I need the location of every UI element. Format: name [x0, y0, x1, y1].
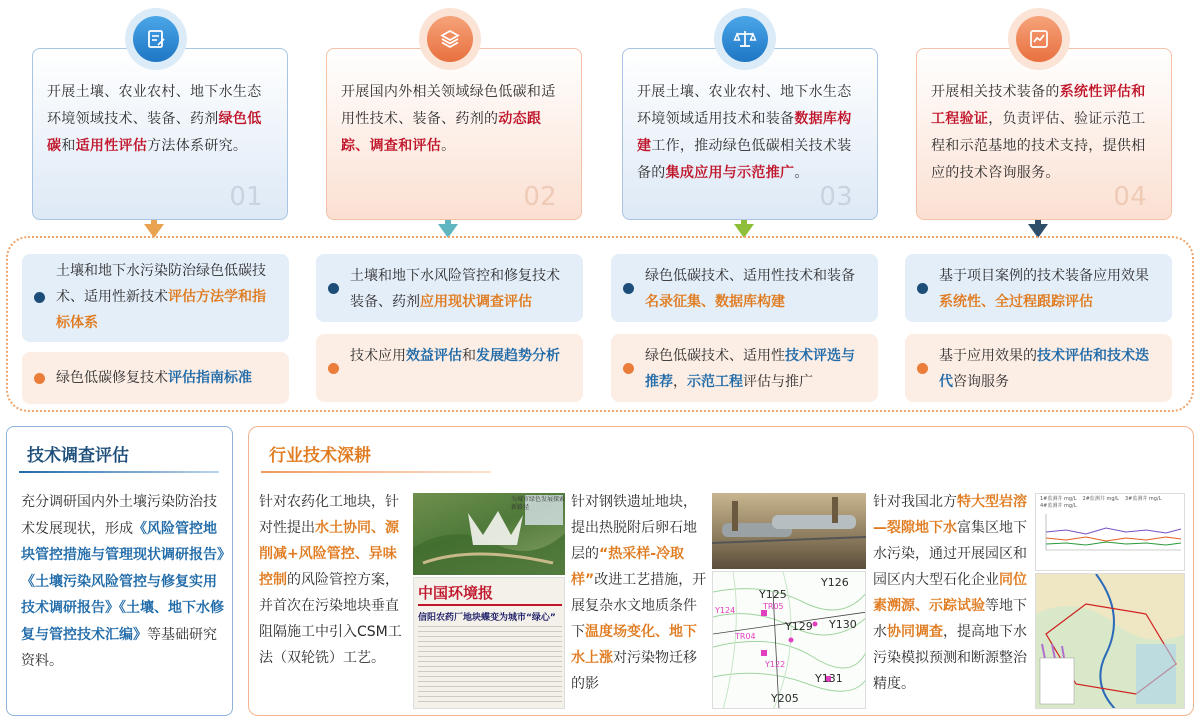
task-item-text — [939, 263, 1160, 315]
task-item — [611, 334, 878, 402]
highlight-text: 发展趋势分析 — [476, 348, 560, 364]
card-1 — [32, 48, 288, 220]
title-underline — [19, 471, 219, 473]
balance-scale-icon — [714, 8, 776, 70]
newspaper-body-lines — [418, 626, 562, 706]
highlight-text: 绿色低碳 — [47, 111, 262, 154]
highlight-text: 同位素溯源、示踪试验 — [873, 572, 1027, 614]
map-label: Y124 — [715, 606, 736, 615]
case-text-karst — [873, 489, 1029, 697]
body-text: 绿色低碳修复技术 — [56, 370, 168, 386]
body-text: 和 — [462, 348, 476, 364]
body-text: 。 — [441, 138, 456, 154]
highlight-text: 动态跟踪、调查和评估 — [341, 111, 542, 154]
case-text-pesticide — [259, 489, 409, 671]
highlight-text: 适用性评估 — [75, 138, 148, 154]
card-number: 02 — [523, 182, 557, 212]
bullet-dot — [34, 373, 45, 384]
body-text: 。 — [794, 165, 809, 181]
task-item — [611, 254, 878, 322]
body-text: 咨询服务 — [953, 374, 1009, 390]
task-item-text — [56, 258, 277, 336]
body-text: 工作，推动绿色低碳相关技术装备的 — [637, 138, 852, 181]
equipment-photo — [712, 493, 866, 569]
card-number: 01 — [229, 182, 263, 212]
task-item-text — [645, 343, 866, 395]
card-number: 04 — [1113, 182, 1147, 212]
highlight-text: 评估指南标准 — [168, 370, 252, 386]
body-text: 基于项目案例的技术装备应用效果 — [939, 268, 1149, 284]
case-text-steel — [571, 489, 707, 697]
highlight-text: 系统性评估和工程验证 — [931, 84, 1146, 127]
body-text: 对污染物迁移的影 — [571, 650, 697, 692]
body-text: 针对农药化工地块，针对性提出 — [259, 494, 399, 536]
monitoring-chart — [1035, 493, 1185, 571]
layers-icon — [419, 8, 481, 70]
task-item-text — [939, 343, 1160, 395]
body-text: 改进工艺措施，开展复杂水文地质条件下 — [571, 572, 707, 640]
highlight-text: 特大型岩溶—裂隙地下水 — [873, 494, 1027, 536]
task-item-text — [56, 365, 277, 391]
newspaper-headline: 信阳农药厂地块蝶变为城市“绿心” — [418, 613, 556, 623]
card-3 — [622, 48, 878, 220]
card-text — [637, 79, 863, 187]
newspaper-title: 中国环境报 — [418, 584, 494, 602]
legend-item: 3#监测井 mg/L — [1124, 496, 1162, 502]
body-text: 富集区地下水污染，通过开展园区和园区内大型石化企业 — [873, 520, 1027, 588]
map-label: Y122 — [765, 660, 786, 669]
geological-map — [1035, 573, 1185, 709]
title-underline — [261, 471, 491, 473]
industry-tech-panel — [248, 426, 1194, 716]
map-label: Y130 — [829, 618, 857, 631]
body-text: 绿色低碳技术、适用性技术和装备 — [645, 268, 855, 284]
body-text: 开展土壤、农业农村、地下水生态环境领域技术、装备、药剂 — [47, 84, 262, 127]
bullet-dot — [917, 363, 928, 374]
bullet-dot — [623, 363, 634, 374]
card-text — [931, 79, 1157, 187]
panel-title: 技术调查评估 — [27, 446, 129, 466]
map-label: TR05 — [763, 602, 784, 611]
task-item — [905, 254, 1172, 322]
task-item — [905, 334, 1172, 402]
body-text: 等基础研究资料。 — [21, 626, 217, 669]
bullet-dot — [917, 283, 928, 294]
task-item-text — [350, 263, 571, 315]
map-label: Y131 — [815, 672, 843, 685]
body-text: 充分调研国内外土壤污染防治技术发展现状，形成 — [21, 494, 217, 537]
task-item-text — [350, 343, 571, 369]
highlight-text: 效益评估 — [406, 348, 462, 364]
legend-item: 4#监测井 mg/L — [1040, 503, 1077, 509]
map-label: Y125 — [759, 588, 787, 601]
task-item — [22, 254, 289, 342]
task-item — [22, 352, 289, 404]
card-text — [47, 79, 273, 160]
highlight-text: 示范工程 — [687, 374, 743, 390]
map-label: Y205 — [771, 692, 799, 705]
card-4 — [916, 48, 1172, 220]
body-text: 开展土壤、农业农村、地下水生态环境领域适用技术和装备 — [637, 84, 852, 127]
bullet-dot — [623, 283, 634, 294]
body-text: ，提高地下水污染模拟预测和断源整治精度。 — [873, 624, 1027, 692]
highlight-text: 技术评估和技术迭代 — [939, 348, 1149, 390]
map-label: TR04 — [735, 632, 756, 641]
body-text: 开展相关技术装备的 — [931, 84, 1060, 100]
body-text: 技术应用 — [350, 348, 406, 364]
highlight-text: 水土协同、源削减+风险管控、异味控制 — [259, 520, 399, 588]
document-icon — [125, 8, 187, 70]
card-number: 03 — [819, 182, 853, 212]
panel-title: 行业技术深耕 — [269, 446, 371, 466]
body-text: 针对我国北方 — [873, 494, 957, 510]
map-label: Y126 — [821, 576, 849, 589]
highlight-text: 温度场变化、地下水上涨 — [571, 624, 697, 666]
panel-body — [21, 489, 227, 675]
body-text: 绿色低碳技术、适用性 — [645, 348, 785, 364]
highlight-text: 应用现状调查评估 — [420, 294, 532, 310]
body-text: 评估与推广 — [743, 374, 813, 390]
legend-item: 1#监测井 mg/L — [1040, 496, 1077, 502]
highlight-text: 评估方法学和指标体系 — [56, 289, 266, 331]
bullet-dot — [328, 363, 339, 374]
newspaper-sub: 为城市绿色发展探索新路径 — [511, 496, 566, 511]
legend-item: 2#监测井 mg/L — [1082, 496, 1119, 502]
task-item — [316, 334, 583, 402]
highlight-text: 技术评选与推荐 — [645, 348, 855, 390]
map-label: Y129 — [785, 620, 813, 633]
line-chart-icon — [1008, 8, 1070, 70]
highlight-text: 集成应用与示范推广 — [665, 165, 795, 181]
body-text: 等地下水 — [873, 598, 1027, 640]
body-text: 的风险管控方案，并首次在污染地块垂直阻隔施工中引入CSM工法（双轮铣）工艺。 — [259, 572, 402, 666]
highlight-text: 《风险管控地块管控措施与管理现状调研报告》《土壤污染风险管控与修复实用技术调研报告》《土壤、地下水修复与管控技术汇编》 — [21, 520, 224, 643]
highlight-text: 数据库构建 — [637, 111, 852, 154]
body-text: 土壤和地下水风险管控和修复技术装备、药剂 — [350, 268, 560, 310]
body-text: 基于应用效果的 — [939, 348, 1037, 364]
body-text: 方法体系研究。 — [147, 138, 248, 154]
task-item — [316, 254, 583, 322]
bullet-dot — [34, 292, 45, 303]
highlight-text: 系统性、全过程跟踪评估 — [939, 294, 1093, 310]
highlight-text: “热采样-冷取样” — [571, 546, 685, 588]
body-text: ，负责评估、验证示范工程和示范基地的技术支持，提供相应的技术咨询服务。 — [931, 111, 1146, 181]
card-text — [341, 79, 567, 160]
tech-survey-panel — [6, 426, 233, 716]
newspaper-rule — [418, 604, 562, 606]
body-text: ， — [673, 374, 687, 390]
body-text: 开展国内外相关领域绿色低碳和适用性技术、装备、药剂的 — [341, 84, 556, 127]
highlight-text: 协同调查 — [887, 624, 943, 640]
card-2 — [326, 48, 582, 220]
body-text: 针对钢铁遗址地块，提出热脱附后卵石地层的 — [571, 494, 697, 562]
body-text: 土壤和地下水污染防治绿色低碳技术、适用性新技术 — [56, 263, 266, 305]
contour-map — [712, 571, 866, 709]
body-text: 和 — [61, 138, 76, 154]
task-item-text — [645, 263, 866, 315]
bullet-dot — [328, 283, 339, 294]
highlight-text: 名录征集、数据库构建 — [645, 294, 785, 310]
newspaper-clipping — [413, 577, 565, 709]
